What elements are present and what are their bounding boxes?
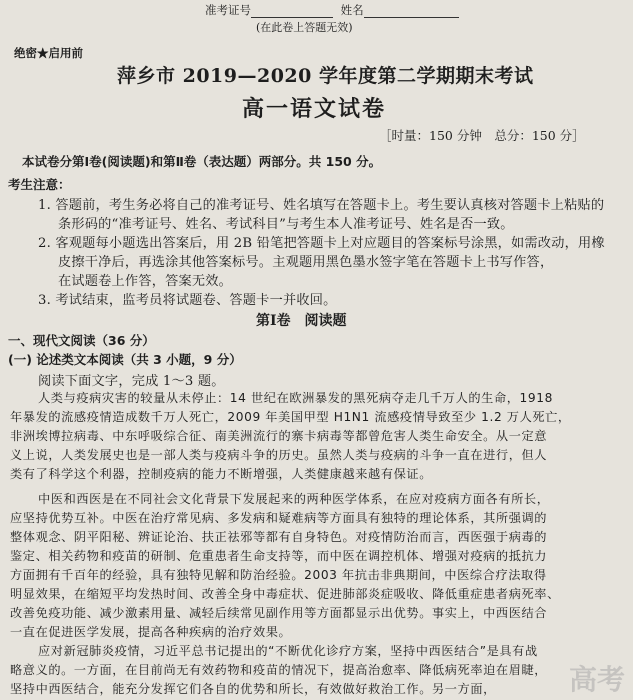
passage-line: 方面拥有千百年的经验，具有独特见解和防治经验。2003 年抗击非典期间，中医综合疗法取得: [10, 568, 547, 582]
passage-line: 明显效果，在缩短平均发热时间、改善全身中毒症状、促进肺部炎症吸收、降低重症患者病死率、: [10, 587, 560, 601]
notes-label: 考生注意：: [8, 177, 71, 192]
passage-line: 义上说，人类发展史也是一部人类与疫病斗争的历史。虽然人类与疫病的斗争一直在进行，但人: [10, 448, 548, 462]
passage-line: 改善免疫功能、减少激素用量、减轻后续常见副作用等方面都显示出优势。事实上，中西医结合: [10, 606, 548, 620]
passage-line: 年暴发的流感疫情造成数千万人死亡，2009 年美国甲型 H1N1 流感疫情导致至少 1.2 万人死亡，: [10, 410, 571, 424]
note-line-1: 1. 答题前，考生务必将自己的准考证号、姓名填写在答题卡上。考生要认真核对答题卡上粘贴的: [38, 198, 605, 213]
passage-line: 坚持中西医结合，能充分发挥它们各自的优势和所长，有效做好救治工作。另一方面，: [10, 682, 496, 696]
name-blank: [364, 5, 459, 18]
passage-line: 类有了科学这个利器，控制疫病的能力不断增强，人类健康越来越有保证。: [10, 467, 432, 481]
passage-line: 略意义的。一方面，在目前尚无有效药物和疫苗的情况下，提高治愈率、降低病死率迫在眉睫，: [10, 663, 548, 677]
section-heading-2: (一) 论述类文本阅读（共 3 小题，9 分）: [8, 352, 242, 367]
passage-line: 中医和西医是在不同社会文化背景下发展起来的两种医学体系，在应对疫病方面各有所长，: [38, 492, 550, 506]
passage-line: 应坚持优势互补。中医在治疗常见病、多发病和疑难病等方面具有独特的理论体系，其所强调的: [10, 511, 548, 525]
passage-line: 一直在促进医学发展，提高各种疾病的治疗效果。: [10, 625, 292, 639]
note-line-3: 2. 客观题每小题选出答案后，用 2B 铅笔把答题卡上对应题目的答案标号涂黑，如需改动，用橡: [38, 236, 605, 251]
note-line-5: 在试题卷上作答，答案无效。: [58, 274, 233, 289]
note-line-6: 3. 考试结束，监考员将试题卷、答题卡一并收回。: [38, 293, 337, 308]
exam-id-blank: [251, 5, 333, 18]
passage-line: 鉴定、相关药物和疫苗的研制、危重患者生命支持等，而中医在调控机体、增强对疫病的抵抗力: [10, 549, 548, 563]
note-line-2: 条形码的“准考证号、姓名、考试科目”与考生本人准考证号、姓名是否一致。: [58, 217, 514, 232]
exam-id-label: 准考证号: [205, 3, 251, 17]
section-heading-1: 一、现代文阅读（36 分）: [8, 333, 155, 348]
note-line-4: 皮擦干净后，再选涂其他答案标号。主观题用黑色墨水签字笔在答题卡上书写作答，: [58, 255, 554, 270]
passage-line: 人类与疫病灾害的较量从未停止：14 世纪在欧洲暴发的黑死病夺走几千万人的生命，1918: [38, 391, 553, 405]
exam-title: 萍乡市 2019—2020 学年度第二学期期末考试: [117, 65, 534, 87]
answer-notice: (在此卷上答题无效): [256, 21, 353, 34]
watermark-logo: 高考: [568, 663, 625, 696]
time-score: ［时量：150 分钟 总分：150 分］: [379, 128, 585, 143]
name-label: 姓名: [340, 3, 364, 17]
secret-label: 绝密★启用前: [14, 46, 83, 60]
paper-subtitle: 高一语文试卷: [242, 97, 387, 122]
paper-structure-line: 本试卷分第Ⅰ卷(阅读题)和第Ⅱ卷（表达题）两部分。共 150 分。: [22, 154, 382, 169]
part-title: 第Ⅰ卷 阅读题: [256, 313, 347, 329]
exam-id-field: [205, 2, 459, 18]
passage-line: 非洲埃博拉病毒、中东呼吸综合征、南美洲流行的寨卡病毒等都曾危害人类生命安全。从一定意: [10, 429, 548, 443]
passage-line: 整体观念、阴平阳秘、辨证论治、扶正祛邪等都有自身特色。对疫情防治而言，西医强于病毒的: [10, 530, 548, 544]
reading-instruction: 阅读下面文字，完成 1～3 题。: [38, 374, 225, 389]
passage-line: 应对新冠肺炎疫情，习近平总书记提出的“不断优化诊疗方案，坚持中西医结合”是具有战: [38, 644, 538, 658]
